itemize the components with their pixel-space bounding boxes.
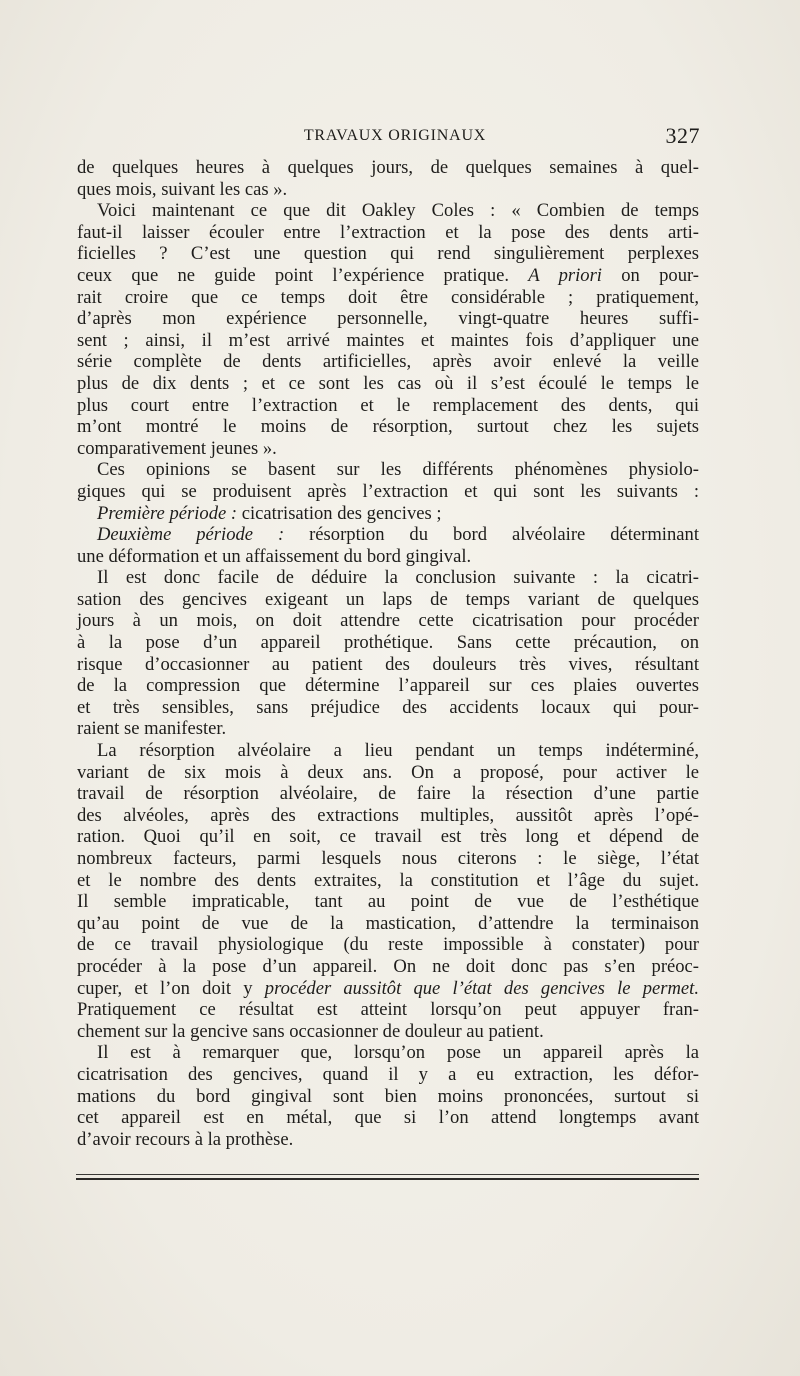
- text-segment: résorption du bord alvéolaire déterminant: [284, 524, 699, 546]
- text-line: Il est donc facile de déduire la conclusion suivante : la cicatri-: [97, 567, 699, 589]
- text-line: chement sur la gencive sans occasionner de douleur au patient.: [77, 1020, 544, 1042]
- text-line: sation des gencives exigeant un laps de temps variant de quelques: [77, 588, 699, 610]
- text-line: sent ; ainsi, il m’est arrivé maintes et maintes fois d’appliquer une: [77, 329, 699, 351]
- text-line: cet appareil est en métal, que si l’on attend longtemps avant: [77, 1107, 699, 1129]
- text-line: La résorption alvéolaire a lieu pendant un temps indéterminé,: [97, 740, 699, 762]
- text-line: rait croire que ce temps doit être considérable ; pratiquement,: [77, 286, 699, 308]
- running-title: TRAVAUX ORIGINAUX: [303, 127, 487, 144]
- text-line: qu’au point de vue de la mastication, d’attendre la terminaison: [77, 912, 699, 934]
- body-text: [77, 157, 699, 1150]
- text-line: jours à un mois, on doit attendre cette cicatrisation pour procéder: [77, 610, 699, 632]
- text-line: Voici maintenant ce que dit Oakley Coles : « Combien de temps: [97, 200, 699, 222]
- text-line: et le nombre des dents extraites, la constitution et l’âge du sujet.: [77, 869, 699, 891]
- text-line: de quelques heures à quelques jours, de quelques semaines à quel-: [77, 157, 699, 178]
- text-line: comparativement jeunes ».: [77, 437, 277, 459]
- text-line: risque d’occasionner au patient des douleurs très vives, résultant: [77, 653, 699, 675]
- page-number: 327: [665, 123, 700, 148]
- italic-segment: Première période :: [97, 502, 238, 524]
- text-line: série complète de dents artificielles, après avoir enlevé la veille: [77, 351, 699, 373]
- text-line: variant de six mois à deux ans. On a proposé, pour activer le: [77, 761, 699, 783]
- text-line: Il semble impraticable, tant au point de vue de l’esthétique: [77, 891, 699, 913]
- text-line: cicatrisation des gencives, quand il y a eu extraction, les défor-: [77, 1063, 699, 1085]
- text-line: [77, 503, 699, 525]
- text-segment: ceux que ne guide point l’expérience pratique.: [77, 264, 529, 286]
- text-line: ration. Quoi qu’il en soit, ce travail est très long et dépend de: [77, 826, 699, 848]
- text-line: faut-il laisser écouler entre l’extraction et la pose des dents arti-: [77, 221, 699, 243]
- text-line: Ces opinions se basent sur les différents phénomènes physiolo-: [97, 459, 699, 481]
- text-line: Il est à remarquer que, lorsqu’on pose un appareil après la: [97, 1042, 699, 1064]
- text-line: travail de résorption alvéolaire, de faire la résection d’une partie: [77, 783, 699, 805]
- text-line: à la pose d’un appareil prothétique. Sans cette précaution, on: [77, 632, 699, 654]
- text-line: d’avoir recours à la prothèse.: [77, 1128, 294, 1150]
- text-line: mations du bord gingival sont bien moins prononcées, surtout si: [77, 1085, 699, 1107]
- text-segment: on pour-: [601, 264, 699, 286]
- text-line: Pratiquement ce résultat est atteint lorsqu’on peut appuyer fran-: [77, 999, 699, 1021]
- text-line: une déformation et un affaissement du bord gingival.: [77, 545, 472, 567]
- text-line: plus court entre l’extraction et le remplacement des dents, qui: [77, 394, 699, 416]
- text-line: m’ont montré le moins de résorption, surtout chez les sujets: [77, 416, 699, 438]
- text-line: ques mois, suivant les cas ».: [77, 178, 288, 200]
- text-line: [77, 524, 699, 546]
- running-head: [76, 123, 700, 153]
- italic-segment: Deuxième période :: [97, 524, 285, 546]
- text-line: ficielles ? C’est une question qui rend singulièrement perplexes: [77, 243, 699, 265]
- text-line: plus de dix dents ; et ce sont les cas où il s’est écoulé le temps le: [77, 372, 699, 394]
- text-line: [77, 265, 699, 287]
- text-line: et très sensibles, sans préjudice des accidents locaux qui pour-: [77, 696, 699, 718]
- text-line: des alvéoles, après des extractions multiples, aussitôt après l’opé-: [77, 804, 699, 826]
- text-segment: cicatrisation des gencives ;: [237, 502, 442, 524]
- italic-segment: procéder aussitôt que l’état des gencives le permet.: [264, 977, 699, 999]
- text-segment: cuper, et l’on doit y: [77, 977, 265, 999]
- rule-thin: [76, 1174, 699, 1175]
- text-line: [77, 978, 699, 1000]
- text-line: d’après mon expérience personnelle, vingt-quatre heures suffi-: [77, 308, 699, 330]
- end-rule: [76, 1174, 699, 1180]
- text-line: de ce travail physiologique (du reste impossible à constater) pour: [77, 934, 699, 956]
- text-line: nombreux facteurs, parmi lesquels nous citerons : le siège, l’état: [77, 848, 699, 869]
- text-line: de la compression que détermine l’appareil sur ces plaies ouvertes: [77, 675, 699, 697]
- rule-thick: [76, 1178, 699, 1180]
- text-line: procéder à la pose d’un appareil. On ne doit donc pas s’en préoc-: [77, 955, 699, 977]
- text-line: raient se manifester.: [77, 718, 227, 740]
- italic-segment: A priori: [528, 264, 602, 286]
- text-line: giques qui se produisent après l’extraction et qui sont les suivants :: [77, 480, 699, 502]
